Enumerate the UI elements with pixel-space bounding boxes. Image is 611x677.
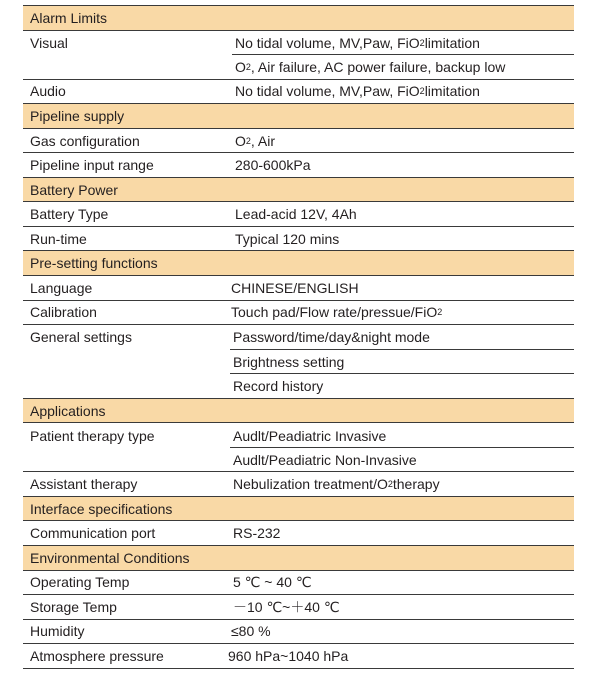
row-value: 280-600kPa bbox=[235, 157, 311, 174]
section-header-applications bbox=[23, 399, 574, 424]
row-label: Gas configuration bbox=[30, 132, 140, 149]
row-label: Calibration bbox=[30, 304, 97, 321]
table-row-communication-port bbox=[23, 521, 574, 546]
row-value: RS-232 bbox=[233, 525, 281, 542]
section-title: Applications bbox=[30, 402, 106, 419]
table-row-assistant-therapy bbox=[23, 472, 574, 497]
section-title: Environmental Conditions bbox=[30, 549, 190, 566]
row-label: Visual bbox=[30, 34, 68, 51]
row-value: Touch pad/Flow rate/pressue/FiO 2 bbox=[231, 304, 443, 321]
row-value: 5 ℃ ~ 40 ℃ bbox=[233, 573, 312, 590]
table-row-run-time bbox=[23, 227, 574, 252]
table-row-visual bbox=[23, 31, 574, 56]
row-value: Audlt/Peadiatric Invasive bbox=[233, 427, 387, 444]
section-title: Interface specifications bbox=[30, 500, 173, 517]
table-row-gas-configuration bbox=[23, 129, 574, 154]
table-row-storage-temp bbox=[23, 595, 574, 620]
row-label: Run-time bbox=[30, 230, 87, 247]
section-header-environmental-conditions bbox=[23, 546, 574, 571]
table-row-battery-type bbox=[23, 202, 574, 227]
table-row-general-settings bbox=[23, 325, 574, 350]
row-label: Operating Temp bbox=[30, 574, 130, 591]
row-value: Password/time/day&night mode bbox=[233, 329, 430, 346]
table-row-continuation bbox=[23, 374, 574, 399]
table-row-humidity bbox=[23, 620, 574, 645]
subscript-2: 2 bbox=[419, 86, 425, 97]
row-value: Typical 120 mins bbox=[235, 230, 340, 247]
table-row-language bbox=[23, 276, 574, 301]
section-header-battery-power bbox=[23, 178, 574, 203]
row-label: Battery Type bbox=[30, 206, 109, 223]
row-value: Lead-acid 12V, 4Ah bbox=[235, 206, 357, 223]
row-label: Pipeline input range bbox=[30, 157, 154, 174]
row-value: Audlt/Peadiatric Non-Invasive bbox=[233, 451, 417, 468]
row-label: Language bbox=[30, 279, 93, 296]
row-value: O 2 , Air failure, AC power failure, backup low bbox=[235, 58, 506, 75]
row-value: O 2 , Air bbox=[235, 132, 276, 149]
row-label: Communication port bbox=[30, 525, 156, 542]
table-row-audio bbox=[23, 80, 574, 105]
row-label: Audio bbox=[30, 83, 66, 100]
table-row-atmosphere-pressure bbox=[23, 644, 574, 669]
section-header-interface-specifications bbox=[23, 497, 574, 522]
section-title: Pipeline supply bbox=[30, 107, 125, 124]
subscript-2: 2 bbox=[245, 61, 251, 72]
table-row-continuation bbox=[23, 448, 574, 473]
section-title: Alarm Limits bbox=[30, 9, 108, 26]
row-value: －10 ℃~＋40 ℃ bbox=[233, 598, 340, 615]
row-label: Patient therapy type bbox=[30, 427, 155, 444]
section-header-alarm-limits bbox=[23, 6, 574, 31]
subscript-2: 2 bbox=[245, 135, 251, 146]
row-value: 960 hPa~1040 hPa bbox=[228, 647, 349, 664]
row-value: No tidal volume, MV,Paw, FiO 2 limitation bbox=[235, 34, 480, 51]
subscript-2: 2 bbox=[387, 479, 393, 490]
row-value: ≤80 % bbox=[231, 623, 271, 640]
table-row-patient-therapy-type bbox=[23, 423, 574, 448]
row-value: Nebulization treatment/O 2 therapy bbox=[233, 476, 440, 493]
subscript-2: 2 bbox=[437, 307, 443, 318]
row-value: No tidal volume, MV,Paw, FiO 2 limitation bbox=[235, 83, 480, 100]
table-row-calibration bbox=[23, 301, 574, 326]
table-row-operating-temp bbox=[23, 571, 574, 596]
section-title: Pre-setting functions bbox=[30, 255, 158, 272]
row-value: Record history bbox=[233, 377, 324, 394]
subscript-2: 2 bbox=[419, 37, 425, 48]
specification-table bbox=[23, 6, 574, 669]
row-label: Atmosphere pressure bbox=[30, 647, 164, 664]
table-row-continuation bbox=[23, 55, 574, 80]
row-value: CHINESE/ENGLISH bbox=[231, 279, 359, 296]
table-row-pipeline-input-range bbox=[23, 153, 574, 178]
row-label: Humidity bbox=[30, 623, 85, 640]
row-label: General settings bbox=[30, 329, 132, 346]
section-title: Battery Power bbox=[30, 181, 118, 198]
row-value: Brightness setting bbox=[233, 353, 345, 370]
row-label: Storage Temp bbox=[30, 598, 117, 615]
table-row-continuation bbox=[23, 350, 574, 375]
section-header-pre-setting-functions bbox=[23, 251, 574, 276]
section-header-pipeline-supply bbox=[23, 104, 574, 129]
row-label: Assistant therapy bbox=[30, 476, 138, 493]
